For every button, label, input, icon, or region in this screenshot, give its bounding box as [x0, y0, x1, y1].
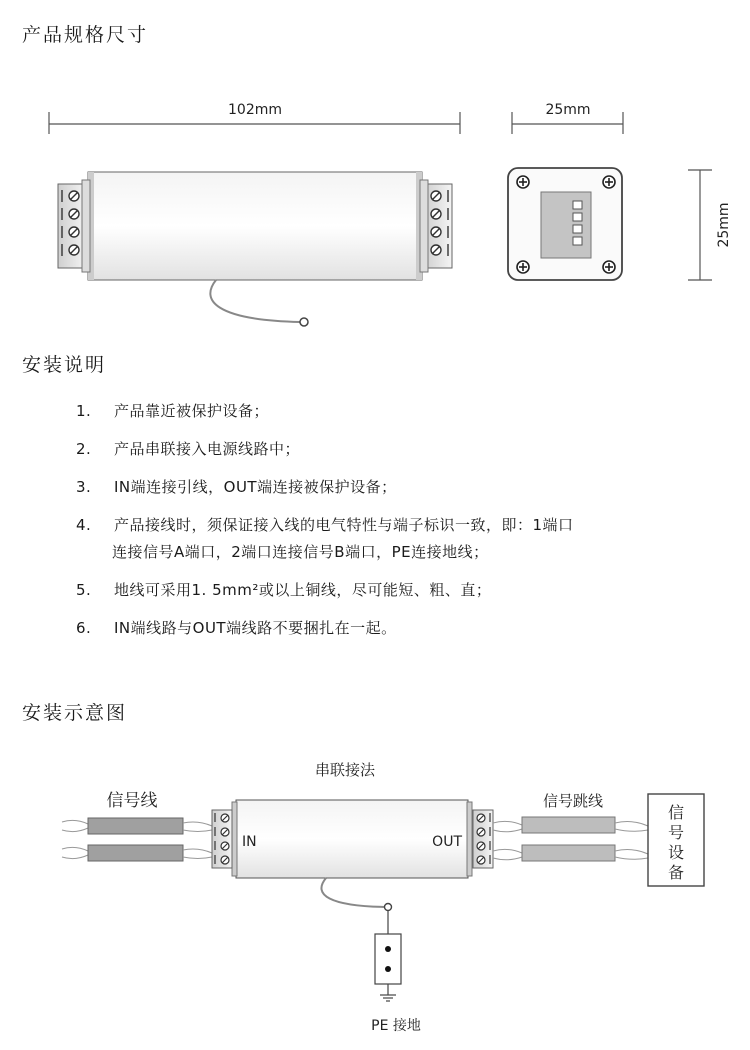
instruction-list: [76, 398, 716, 653]
height-dimension: [688, 170, 732, 280]
out-port-label: OUT: [432, 834, 462, 850]
device-label-char: 设: [667, 843, 685, 862]
spec-section-title: 产品规格尺寸: [22, 24, 149, 46]
device-label-char: 备: [667, 863, 685, 882]
width-label: 25mm: [545, 102, 591, 118]
device-end-view: [508, 168, 622, 280]
series-connection-label: 串联接法: [314, 761, 376, 779]
jumper-cables-right: [493, 817, 648, 861]
device-side-view: [58, 172, 452, 326]
device-label-char: 号: [667, 823, 685, 842]
install-section-title: 安装说明: [22, 354, 107, 376]
length-label: 102mm: [228, 102, 282, 118]
installation-diagram: [0, 750, 750, 1050]
jumper-line-label: 信号跳线: [542, 792, 604, 810]
signal-device-box: [648, 794, 704, 886]
instruction-item: 6. IN端线路与OUT端线路不要捆扎在一起。: [76, 619, 397, 637]
ground-connection: [321, 878, 401, 1001]
instruction-item: 2. 产品串联接入电源线路中；: [76, 440, 301, 458]
instruction-item: 3. IN端连接引线，OUT端连接被保护设备；: [76, 478, 397, 496]
instruction-item: 4. 产品接线时，须保证接入线的电气特性与端子标识一致，即：1端口 连接信号A端口，2端口连接信号B端口，PE连接地线；: [76, 516, 574, 561]
length-dimension: [49, 102, 460, 134]
instruction-item: 5. 地线可采用1. 5mm²或以上铜线，尽可能短、粗、直；: [76, 581, 492, 599]
spec-drawing: [0, 90, 750, 350]
device-label-char: 信: [667, 803, 685, 822]
width-dimension: [512, 102, 623, 134]
pe-ground-label: PE 接地: [371, 1018, 421, 1034]
diagram-device: [212, 800, 493, 878]
diagram-section-title: 安装示意图: [22, 702, 128, 724]
in-port-label: IN: [242, 834, 257, 850]
height-label: 25mm: [716, 202, 732, 248]
signal-line-label: 信号线: [106, 791, 158, 811]
signal-cables-left: [62, 818, 212, 861]
instruction-item: 1. 产品靠近被保护设备；: [76, 402, 270, 420]
